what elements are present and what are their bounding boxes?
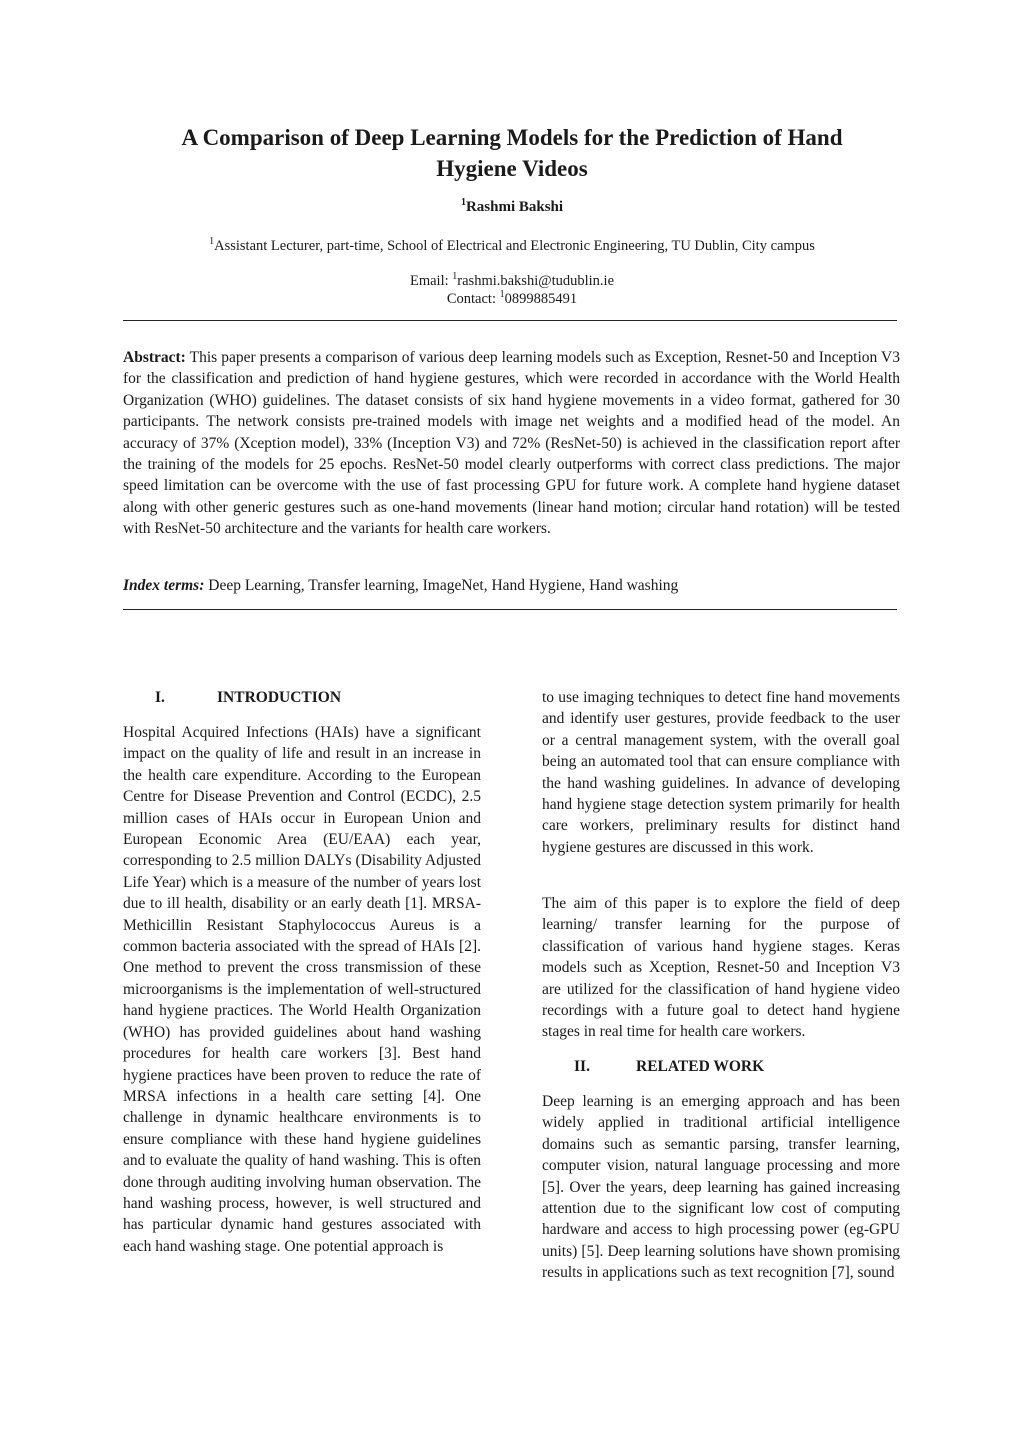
phone-label: Contact:: [446, 291, 500, 307]
author-line: [0, 197, 1024, 217]
section-1-heading: [155, 687, 341, 708]
author-superscript: 1: [460, 197, 466, 208]
right-column-related: [542, 1091, 900, 1284]
related-work-paragraph: Deep learning is an emerging approach and has been widely applied in traditional artificial intelligence domains such as semantic parsing, transfer learning, computer vision, natural language processing and more [5]. Over the years, deep learning has gained increasing attention due to the significant low cost of computing hardware and access to high processing power (eg-GPU units) [5]. Deep learning solutions have shown promising results in applications such as text recognition [7], sound: [542, 1093, 900, 1282]
index-terms-text: Deep Learning, Transfer learning, ImageNet, Hand Hygiene, Hand washing: [208, 577, 679, 594]
abstract-label: Abstract:: [123, 349, 186, 366]
phone-line: [0, 290, 1024, 308]
section-1-number: I.: [155, 689, 165, 706]
left-column: [123, 722, 481, 1257]
paper-title: A Comparison of Deep Learning Models for the Prediction of Hand Hygiene Videos: [181, 125, 843, 181]
email-line: [0, 272, 1024, 290]
phone-superscript: 1: [499, 289, 505, 301]
right-column-aim: [542, 893, 900, 1043]
contact-block: [0, 272, 1024, 308]
phone-value: 0899885491: [504, 291, 578, 307]
section-2-title: RELATED WORK: [636, 1058, 765, 1075]
affiliation-text: Assistant Lecturer, part-time, School of Electrical and Electronic Engineering, TU Dublin, City campus: [214, 238, 815, 254]
affiliation-line: [0, 236, 1024, 256]
aim-paragraph: The aim of this paper is to explore the field of deep learning/ transfer learning for the purpose of classification of various hand hygiene stages. Keras models such as Xception, Resnet-50 and Inception V3 are utilized for the classification of hand hygiene video recordings with a future goal to detect hand hygiene stages in real time for health care workers.: [542, 895, 900, 1041]
email-superscript: 1: [452, 271, 458, 283]
section-2-number: II.: [574, 1058, 590, 1075]
abstract-divider: [123, 609, 897, 610]
affiliation-superscript: 1: [209, 236, 215, 248]
introduction-continuation: to use imaging techniques to detect fine hand movements and identify user gestures, provide feedback to the user or a central management system, with the overall goal being an automated tool that can ensure compliance with the hand washing guidelines. In advance of developing hand hygiene stage detection system primarily for health care workers, preliminary results for distinct hand hygiene gestures are discussed in this work.: [542, 689, 900, 856]
email-value: rashmi.bakshi@tudublin.ie: [457, 273, 615, 289]
abstract-text: This paper presents a comparison of various deep learning models such as Exception, Resnet-50 and Inception V3 for the classification and prediction of hand hygiene gestures, which were recorded in accordance with the World Health Organization (WHO) guidelines. The dataset consists of six hand hygiene movements in a video format, gathered for 30 participants. The network consists pre-trained models with image net weights and a modified head of the model. An accuracy of 37% (Xception model), 33% (Inception V3) and 72% (ResNet-50) is achieved in the classification report after the training of the models for 25 epochs. ResNet-50 model clearly outperforms with correct class predictions. The major speed limitation can be overcome with the use of fast processing GPU for future work. A complete hand hygiene dataset along with other generic gestures such as one-hand movements (linear hand motion; circular hand rotation) will be tested with ResNet-50 architecture and the variants for health care workers.: [123, 349, 900, 538]
right-column-top: [542, 687, 900, 858]
index-terms-label: Index terms:: [123, 577, 205, 594]
header-divider: [123, 320, 897, 321]
index-terms: [123, 575, 900, 596]
email-label: Email:: [409, 273, 453, 289]
abstract: [123, 347, 900, 540]
author-name: Rashmi Bakshi: [465, 199, 564, 215]
section-1-title: INTRODUCTION: [217, 689, 342, 706]
introduction-paragraph: Hospital Acquired Infections (HAIs) have a significant impact on the quality of life and result in an increase in the health care expenditure. According to the European Centre for Disease Prevention and Control (ECDC), 2.5 million cases of HAIs occur in European Union and European Economic Area (EU/EAA) each year, corresponding to 2.5 million DALYs (Disability Adjusted Life Year) which is a measure of the number of years lost due to ill health, disability or an early death [1]. MRSA-Methicillin Resistant Staphylococcus Aureus is a common bacteria associated with the spread of HAIs [2]. One method to prevent the cross transmission of these microorganisms is the implementation of well-structured hand hygiene practices. The World Health Organization (WHO) has provided guidelines about hand washing procedures for health care workers [3]. Best hand hygiene practices have been proven to reduce the rate of MRSA infections in a health care setting [4]. One challenge in dynamic healthcare environments is to ensure compliance with these hand hygiene guidelines and to evaluate the quality of hand washing. This is often done through auditing involving human observation. The hand washing process, however, is well structured and has particular dynamic hand gestures associated with each hand washing stage. One potential approach is: [123, 724, 481, 1255]
section-2-heading: [574, 1056, 764, 1077]
